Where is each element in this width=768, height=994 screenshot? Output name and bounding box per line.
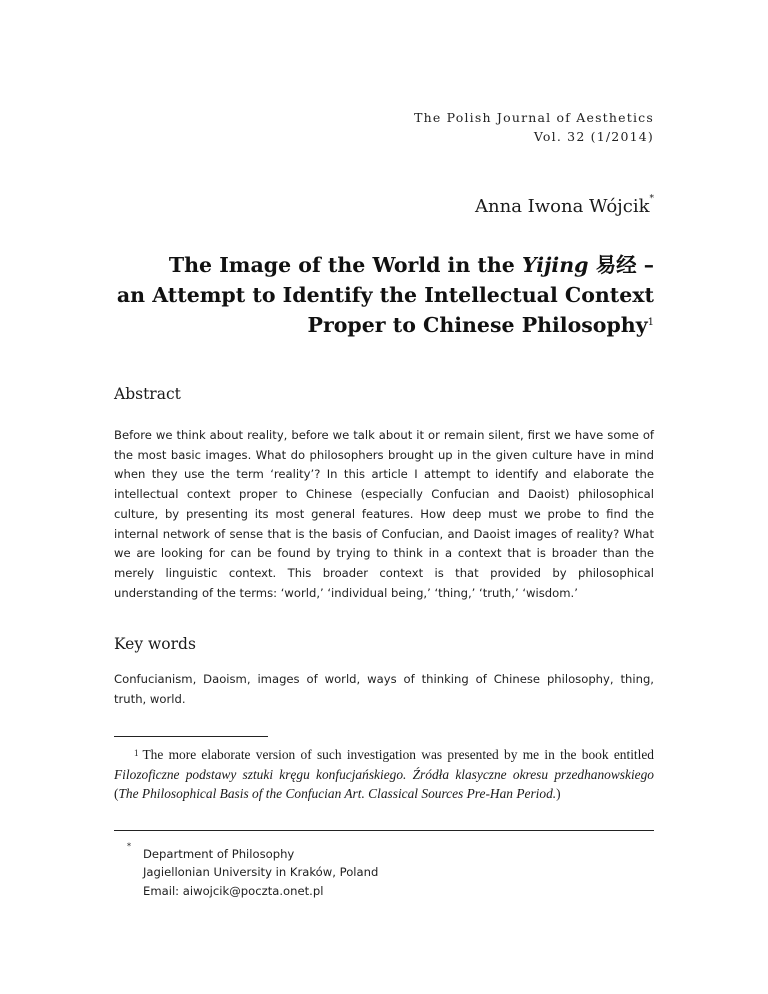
journal-volume: Vol. 32 (1/2014) xyxy=(533,129,654,144)
affiliation-divider xyxy=(114,830,654,831)
author-marker: * xyxy=(649,194,654,204)
affiliation-department: Department of Philosophy xyxy=(143,847,295,861)
footnote-divider xyxy=(114,736,268,737)
article-title xyxy=(114,250,654,340)
title-part1: The Image of the World in the xyxy=(168,253,522,277)
author-name xyxy=(475,196,654,217)
footnote-paren-close: ) xyxy=(556,786,561,802)
affiliation-email[interactable]: Email: aiwojcik@poczta.onet.pl xyxy=(143,883,324,898)
title-footnote-marker: 1 xyxy=(647,317,654,328)
journal-header xyxy=(414,108,654,146)
keywords-heading: Key words xyxy=(114,635,196,653)
author-name-text: Anna Iwona Wójcik xyxy=(475,196,650,217)
title-line-3 xyxy=(114,310,654,340)
author-affiliation xyxy=(143,845,378,900)
footnote-paren-open: ( xyxy=(114,786,119,802)
abstract-text: Before we think about reality, before we talk about it or remain silent, first we have some of the most basic images. What do philosophers brought up in the given culture have in mind when they use the term ‘reality’? In this article I attempt to identify and elaborate the intellectual context proper to Chinese (especially Confucian and Daoist) philosophical culture, by presenting its most general features. How deep must we probe to find the internal network of sense that is the basis of Confucian, and Daoist images of reality? What we are looking for can be found by trying to think in a context that is broader than the merely linguistic context. This broader context is that provided by philosophical understanding of the terms: ‘world,’ ‘individual being,’ ‘thing,’ ‘truth,’ ‘wisdom.’ xyxy=(114,428,654,600)
footnote-1 xyxy=(114,745,654,804)
footnote-book-title: Filozoficzne podstawy sztuki kręgu konfucjańskiego. Źródła klasyczne okresu przedhanowskiego xyxy=(114,766,654,782)
keywords-text: Confucianism, Daoism, images of world, ways of thinking of Chinese philosophy, thing, truth, world. xyxy=(114,672,654,706)
title-yijing: Yijing xyxy=(521,253,589,277)
footnote-book-translation: The Philosophical Basis of the Confucian Art. Classical Sources Pre-Han Period. xyxy=(118,786,557,802)
abstract-heading: Abstract xyxy=(114,385,181,403)
title-line-1 xyxy=(114,250,654,280)
affiliation-marker: * xyxy=(127,842,131,851)
title-line-3-text: Proper to Chinese Philosophy xyxy=(307,313,648,337)
affiliation-university: Jagiellonian University in Kraków, Poland xyxy=(143,865,379,880)
footnote-text-start: The more elaborate version of such investigation was presented by me in the book entitled xyxy=(142,747,654,762)
journal-name: The Polish Journal of Aesthetics xyxy=(414,110,654,125)
title-chinese: 易经 – xyxy=(588,253,654,277)
title-line-2: an Attempt to Identify the Intellectual Context xyxy=(116,283,654,307)
footnote-marker: 1 xyxy=(134,748,139,758)
